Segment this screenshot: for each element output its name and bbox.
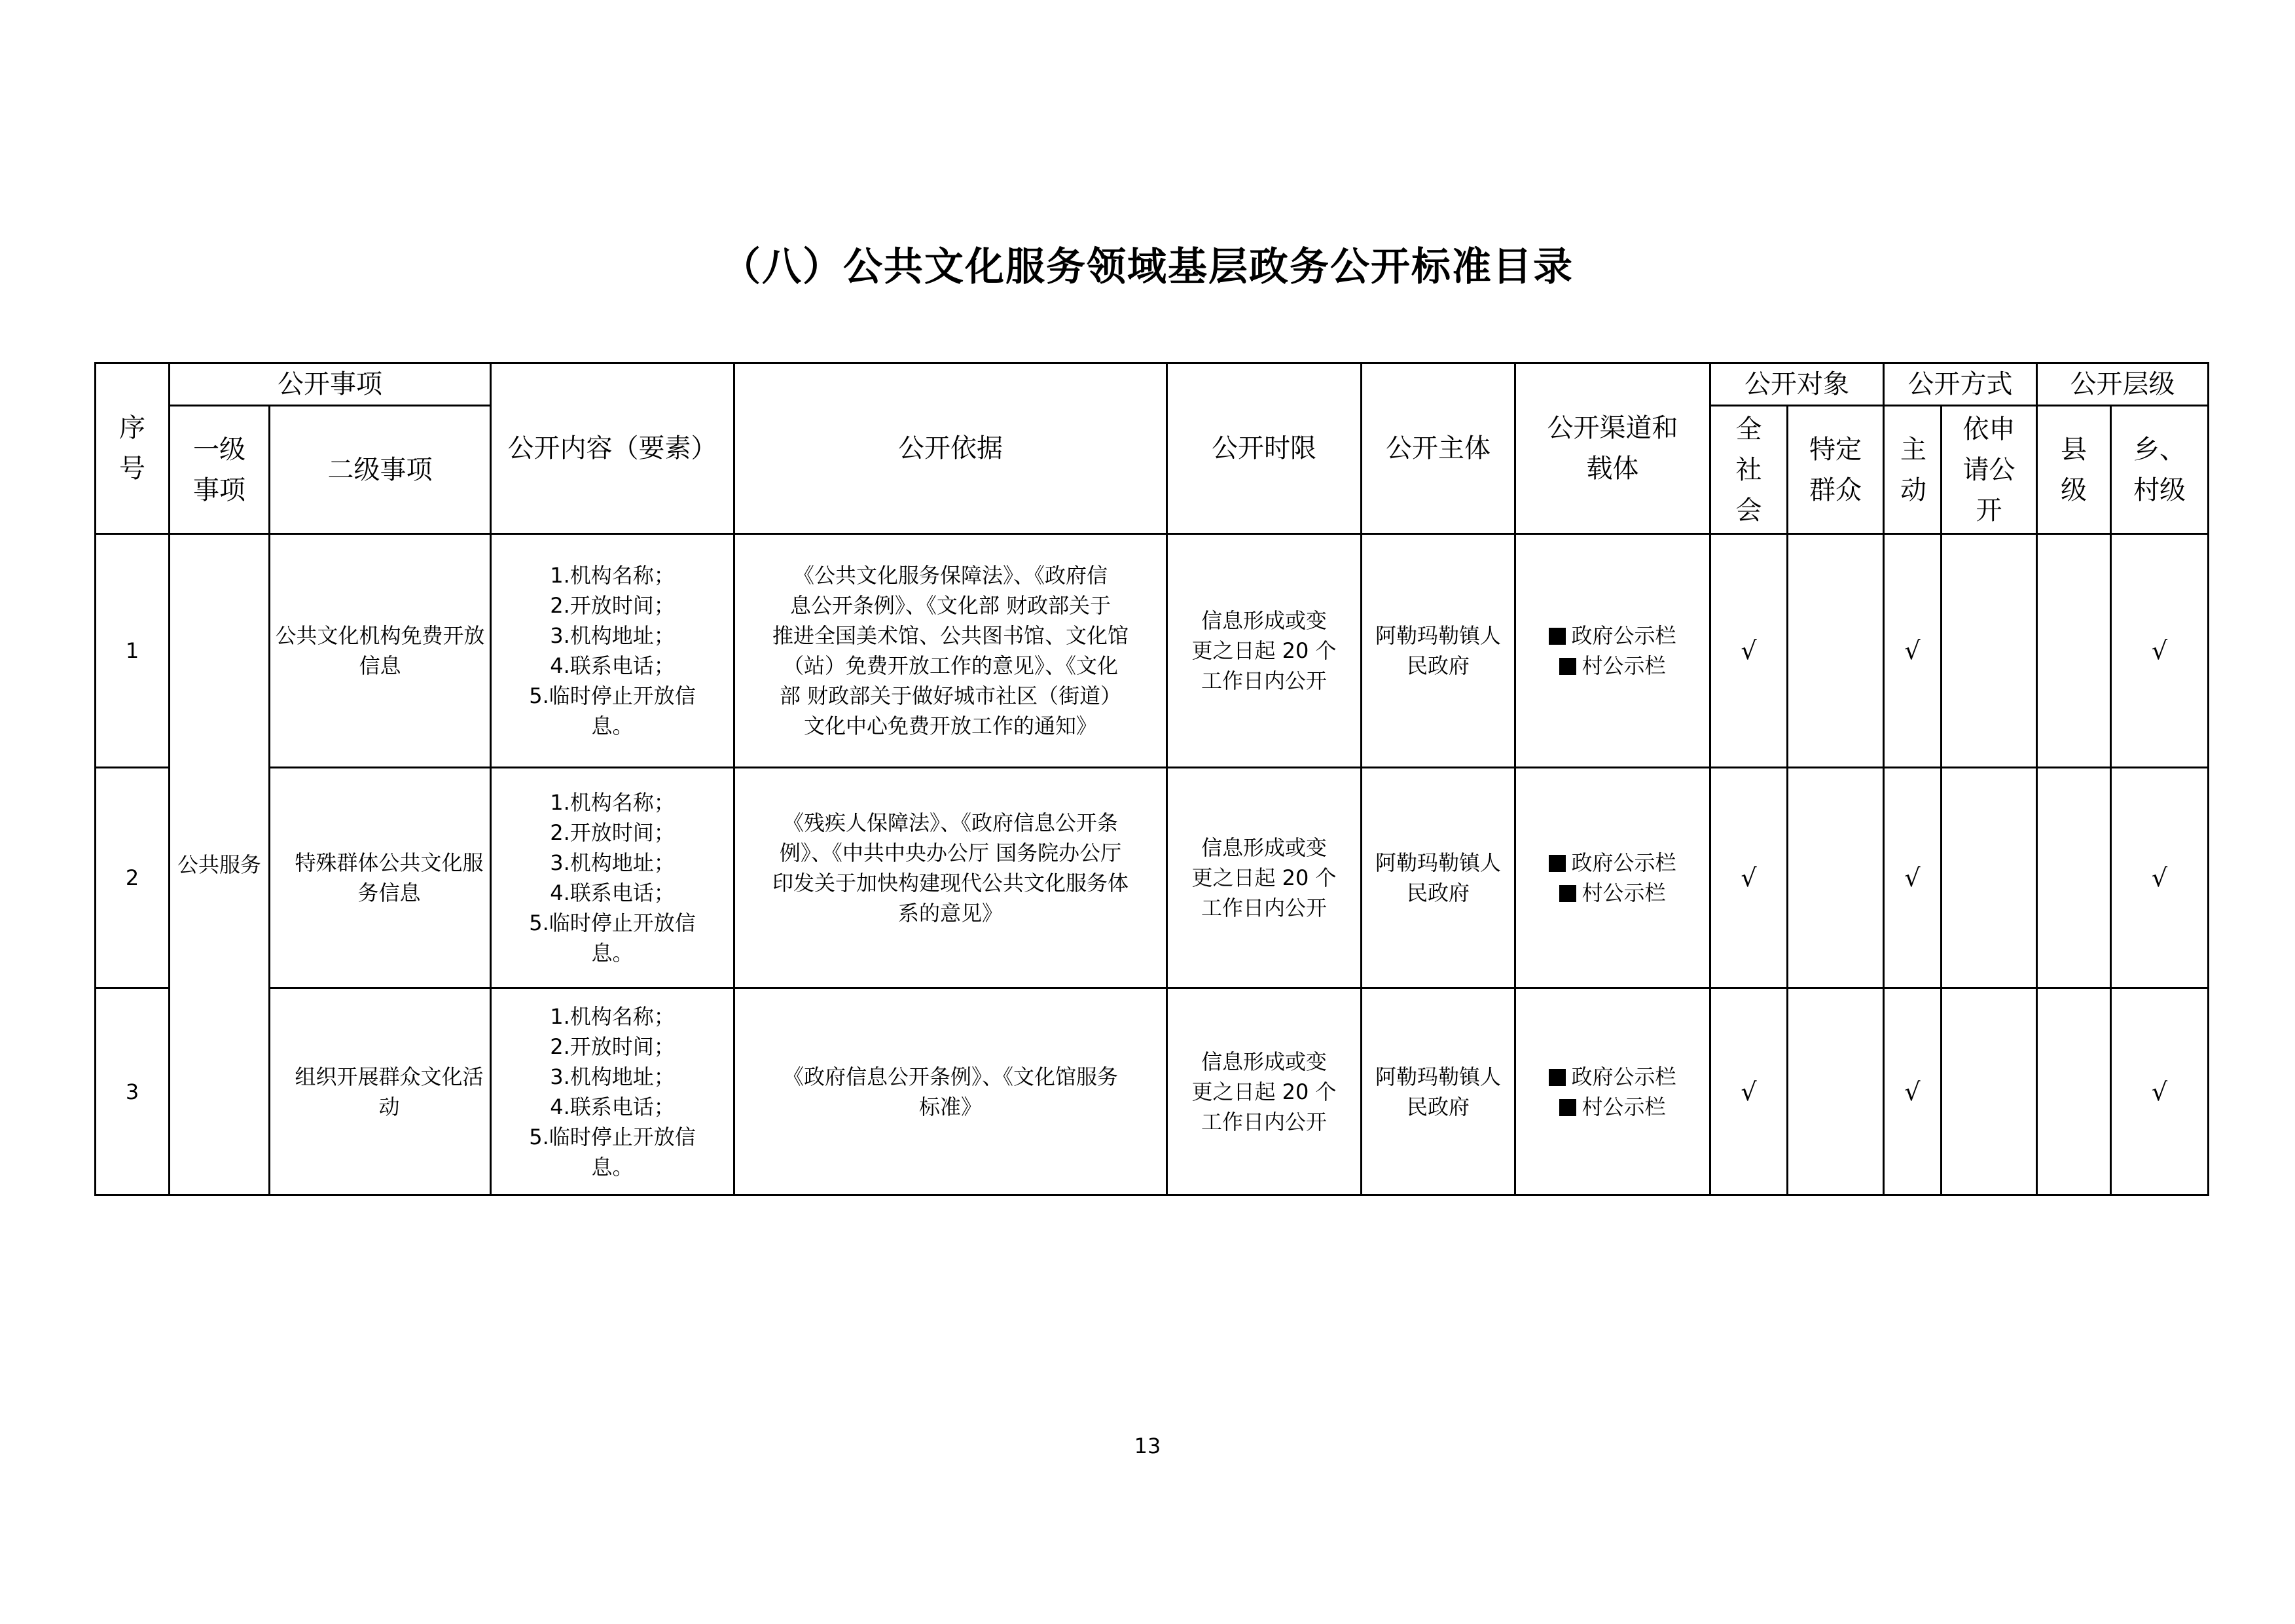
table-row bbox=[96, 988, 2209, 1195]
check-method-apply bbox=[1942, 768, 2037, 988]
catalog-table bbox=[94, 362, 2209, 1196]
square-bullet-icon bbox=[1559, 885, 1576, 902]
check-method-active: √ bbox=[1884, 534, 1942, 768]
row-item: 公共文化机构免费开放信息 bbox=[270, 534, 491, 768]
table-row bbox=[96, 768, 2209, 988]
check-level-town: √ bbox=[2111, 988, 2209, 1195]
row-channels: 政府公示栏 村公示栏 bbox=[1515, 534, 1710, 768]
header-channel: 公开渠道和载体 bbox=[1515, 363, 1710, 534]
check-level-county bbox=[2037, 534, 2111, 768]
header-method: 公开方式 bbox=[1884, 363, 2037, 406]
page-title: （八）公共文化服务领域基层政务公开标准目录 bbox=[721, 244, 1574, 290]
square-bullet-icon bbox=[1549, 628, 1566, 645]
header-method-apply: 依申请公开 bbox=[1942, 406, 2037, 534]
header-subject: 公开主体 bbox=[1362, 363, 1515, 534]
row-channels: 政府公示栏 村公示栏 bbox=[1515, 988, 1710, 1195]
header-level1: 一级事项 bbox=[170, 406, 270, 534]
header-target-all: 全社会 bbox=[1710, 406, 1788, 534]
check-target-specific bbox=[1788, 988, 1884, 1195]
header-level-town: 乡、村级 bbox=[2111, 406, 2209, 534]
row-channels: 政府公示栏 村公示栏 bbox=[1515, 768, 1710, 988]
row-subject: 阿勒玛勒镇人 民政府 bbox=[1362, 768, 1515, 988]
check-method-active: √ bbox=[1884, 768, 1942, 988]
row-basis: 《残疾人保障法》、《政府信息公开条 例》、《中共中央办公厅 国务院办公厅 印发关于加快构建现代公共文化服务体 系的意见》 bbox=[734, 768, 1167, 988]
check-method-apply bbox=[1942, 988, 2037, 1195]
header-method-active: 主动 bbox=[1884, 406, 1942, 534]
row-item: 特殊群体公共文化服务信息 bbox=[270, 768, 491, 988]
square-bullet-icon bbox=[1549, 855, 1566, 872]
check-method-apply bbox=[1942, 534, 2037, 768]
header-level-county: 县级 bbox=[2037, 406, 2111, 534]
row-subject: 阿勒玛勒镇人 民政府 bbox=[1362, 988, 1515, 1195]
square-bullet-icon bbox=[1559, 1099, 1576, 1116]
row-seq: 1 bbox=[96, 534, 170, 768]
check-level-town: √ bbox=[2111, 768, 2209, 988]
row-time-limit: 信息形成或变 更之日起 20 个 工作日内公开 bbox=[1167, 988, 1362, 1195]
table-row bbox=[96, 534, 2209, 768]
row-subject: 阿勒玛勒镇人 民政府 bbox=[1362, 534, 1515, 768]
square-bullet-icon bbox=[1559, 658, 1576, 675]
header-content: 公开内容（要素） bbox=[491, 363, 734, 534]
square-bullet-icon bbox=[1549, 1069, 1566, 1086]
header-target: 公开对象 bbox=[1710, 363, 1884, 406]
row-seq: 2 bbox=[96, 768, 170, 988]
row-basis: 《政府信息公开条例》、《文化馆服务 标准》 bbox=[734, 988, 1167, 1195]
check-method-active: √ bbox=[1884, 988, 1942, 1195]
header-seq: 序号 bbox=[96, 363, 170, 534]
header-basis: 公开依据 bbox=[734, 363, 1167, 534]
check-level-town: √ bbox=[2111, 534, 2209, 768]
check-level-county bbox=[2037, 768, 2111, 988]
row-content: 1.机构名称； 2.开放时间； 3.机构地址； 4.联系电话； 5.临时停止开放信 息。 bbox=[491, 534, 734, 768]
check-target-specific bbox=[1788, 534, 1884, 768]
check-target-specific bbox=[1788, 768, 1884, 988]
row-seq: 3 bbox=[96, 988, 170, 1195]
row-item: 组织开展群众文化活动 bbox=[270, 988, 491, 1195]
row-time-limit: 信息形成或变 更之日起 20 个 工作日内公开 bbox=[1167, 534, 1362, 768]
header-level: 公开层级 bbox=[2037, 363, 2209, 406]
check-target-all: √ bbox=[1710, 534, 1788, 768]
header-public-items: 公开事项 bbox=[170, 363, 491, 406]
category-cell: 公共服务 bbox=[170, 534, 270, 1195]
header-time-limit: 公开时限 bbox=[1167, 363, 1362, 534]
row-content: 1.机构名称； 2.开放时间； 3.机构地址； 4.联系电话； 5.临时停止开放信 息。 bbox=[491, 768, 734, 988]
page-number: 13 bbox=[1134, 1434, 1161, 1458]
check-target-all: √ bbox=[1710, 988, 1788, 1195]
row-basis: 《公共文化服务保障法》、《政府信 息公开条例》、《文化部 财政部关于 推进全国美术馆、公共图书馆、文化馆 （站）免费开放工作的意见》、《文化 部 财政部关于做好城市社区（街道） 文化中心免费开放工作的通知》 bbox=[734, 534, 1167, 768]
header-target-specific: 特定群众 bbox=[1788, 406, 1884, 534]
header-level2: 二级事项 bbox=[270, 406, 491, 534]
row-time-limit: 信息形成或变 更之日起 20 个 工作日内公开 bbox=[1167, 768, 1362, 988]
check-level-county bbox=[2037, 988, 2111, 1195]
row-content: 1.机构名称； 2.开放时间； 3.机构地址； 4.联系电话； 5.临时停止开放信 息。 bbox=[491, 988, 734, 1195]
check-target-all: √ bbox=[1710, 768, 1788, 988]
